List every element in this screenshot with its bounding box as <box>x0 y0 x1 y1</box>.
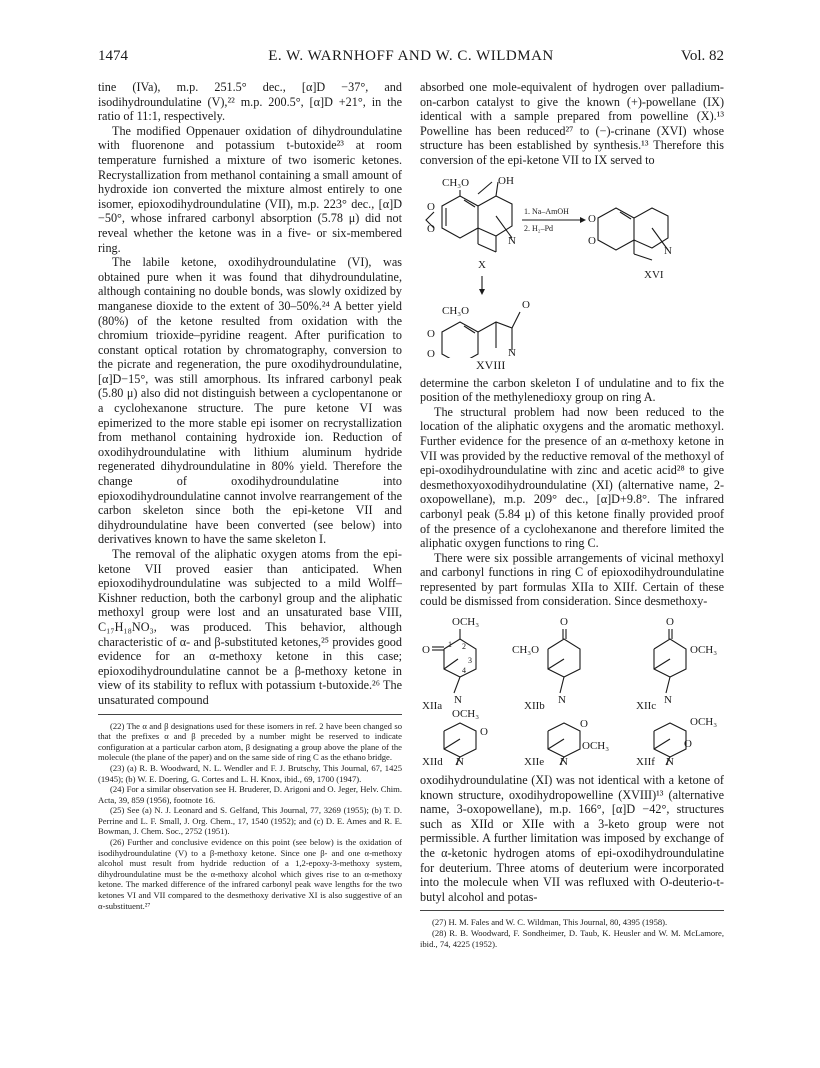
oxygen-label: O <box>427 327 435 340</box>
structure-xvi <box>588 208 672 281</box>
nitrogen-label: N <box>558 694 566 707</box>
structure-xviii <box>427 299 530 358</box>
paragraph: absorbed one mole-equivalent of hydrogen over palladium-on-carbon catalyst to give the known (+)-powellane (IX) identical with a sample prepared from powelline (X).¹³ Powelline has been reduced²⁷ to (−)-crinane (XVI) whose structure has been established by synthesis.¹³ Therefore this conversion of the epi-ketone VII to IX served to <box>420 80 724 167</box>
paragraph: tine (IVa), m.p. 251.5° dec., [α]D −37°, and isodihydroundulatine (V),²² m.p. 200.5°, [α]D +21°, in the ratio of 11:1, respectively. <box>98 80 402 124</box>
oxygen-label: O <box>427 222 435 235</box>
methoxy-label: CH₃O <box>512 644 540 657</box>
reagent-step-2: 2. H₂–Pd <box>524 223 554 233</box>
nitrogen-label: N <box>456 756 464 769</box>
reagent-step-1: 1. Na–AmOH <box>524 206 569 216</box>
compound-label-xviii: XVIII <box>476 357 506 372</box>
paragraph: determine the carbon skeleton I of undulatine and to fix the position of the methylenedioxy group on ring A. <box>420 375 724 405</box>
paragraph: The modified Oppenauer oxidation of dihydroundulatine with fluorenone and potassium t-butoxide²³ at room temperature furnished a mixture of two isomeric ketones. Recrystallization from methanol containing a small amount of hydroxide ion converted the mixture almost entirely to one isomer, epioxodihydroundulatine (VII), m.p. 223° dec., [α]D −50°, whose infrared carbonyl absorption (5.78 μ) did not reveal whether the ketone was in a five- or six-membered ring. <box>98 123 402 255</box>
compound-label-xvi: XVI <box>644 268 664 281</box>
ketone-oxygen-label: O <box>522 298 530 311</box>
methoxy-label: OCH₃ <box>452 616 480 629</box>
oxygen-label: O <box>588 234 596 247</box>
volume-number: Vol. 82 <box>680 48 724 64</box>
ketone-oxygen-label: O <box>580 718 588 731</box>
formula-xiib <box>512 616 580 712</box>
ketone-oxygen-label: O <box>560 616 568 629</box>
footnote: (23) (a) R. B. Woodward, N. L. Wendler and F. J. Brutschy, This Journal, 67, 1425 (1945); (b) W. E. Doering, G. Cortes and L. H. Knox, ibid., 69, 1700 (1947). <box>98 762 402 784</box>
running-title-authors: E. W. WARNHOFF AND W. C. WILDMAN <box>268 48 554 64</box>
part-formulas-figure <box>420 613 724 769</box>
methoxy-label: OCH₃ <box>690 644 718 657</box>
structure-x <box>426 175 516 271</box>
formulas-xiia-to-xiif <box>420 613 724 769</box>
hydroxyl-label: OH <box>498 174 514 187</box>
formula-label: XIIf <box>636 756 655 769</box>
formula-xiic <box>636 616 717 712</box>
footnote: (22) The α and β designations used for these isomers in ref. 2 have been changed so that the prefixes α and β preceded by a number might be reserved to indicate configuration at a particular carbon atom, β designating a group above the plane of the molecule (the plane of the paper) and on the same side of ring C as the ethano bridge. <box>98 720 402 763</box>
paragraph: There were six possible arrangements of vicinal methoxyl and carbonyl functions in ring C of epioxodihydroundulatine represented by part formulas XIIa to XIIf. Certain of these could be dismissed from consideration. Since desmethoxy- <box>420 550 724 609</box>
footnote: (27) H. M. Fales and W. C. Wildman, This Journal, 80, 4395 (1958). <box>432 917 668 928</box>
chemical-structures-figure <box>420 172 724 358</box>
ketone-oxygen-label: O <box>480 726 488 739</box>
footnote: (25) See (a) N. J. Leonard and S. Gelfand, This Journal, 77, 3269 (1955); (b) T. D. Perrine and L. F. Small, J. Org. Chem., 17, 1540 (1952); and (c) D. E. Ames and R. E. Bowman, J. Chem. Soc., 2752 (1951). <box>98 805 402 837</box>
formula-label: XIIe <box>524 756 545 769</box>
footnote: (24) For a similar observation see H. Bruderer, D. Arigoni and O. Jeger, Helv. Chim. Acta, 39, 859 (1956), footnote 16. <box>98 784 402 805</box>
left-column <box>98 80 402 911</box>
oxygen-label: O <box>427 200 435 213</box>
compound-label-x: X <box>478 258 486 271</box>
paragraph: The structural problem had now been reduced to the location of the aliphatic oxygens and the aromatic methoxyl. Further evidence for the presence of an α-methoxy ketone in VII was provided by the reductive removal of the methoxyl of epi-oxodihydroundulatine with zinc and acetic acid²⁸ to give desmethoxyoxodihydroundulatine (XI) (alternative name, 2-oxopowellane), m.p. 209° dec., [α]D+9.8°. The infrared carbonyl peak (5.84 μ) of this ketone finally provided proof of the presence of a cyclohexanone and therefore limited the aliphatic oxygen functions to ring C. <box>420 404 724 551</box>
nitrogen-label: N <box>664 694 672 707</box>
position-number: 4 <box>462 666 466 676</box>
footnote-divider <box>420 910 724 911</box>
formula-xiid <box>422 708 488 768</box>
oxygen-label: O <box>427 347 435 358</box>
nitrogen-label: N <box>560 756 568 769</box>
methoxy-label: CH₃O <box>442 304 470 317</box>
methoxy-label: OCH₃ <box>582 740 610 753</box>
position-number: 3 <box>468 656 472 666</box>
nitrogen-label: N <box>666 756 674 769</box>
footnote: (28) R. B. Woodward, F. Sondheimer, D. Taub, K. Heusler and W. M. McLamore, ibid., 74, 4225 (1952). <box>420 928 724 949</box>
footnote-divider <box>98 714 402 715</box>
nitrogen-label: N <box>664 244 672 257</box>
page-number: 1474 <box>98 48 128 64</box>
nitrogen-label: N <box>454 694 462 707</box>
position-number: 2 <box>462 642 466 652</box>
methoxy-label: CH₃O <box>442 176 470 189</box>
nitrogen-label: N <box>508 346 516 358</box>
ketone-oxygen-label: O <box>666 616 674 629</box>
page-header <box>98 48 724 68</box>
formula-xiia <box>422 616 479 712</box>
methoxy-label: OCH₃ <box>690 716 718 729</box>
formula-label: XIIb <box>524 700 545 713</box>
oxygen-label: O <box>588 212 596 225</box>
ketone-oxygen-label: O <box>684 738 692 751</box>
methoxy-label: OCH₃ <box>452 708 480 721</box>
formula-xiie <box>524 718 609 768</box>
reaction-arrow <box>522 207 586 233</box>
nitrogen-label: N <box>508 234 516 247</box>
right-column <box>420 80 724 949</box>
position-number: 1 <box>448 640 452 650</box>
footnote: (26) Further and conclusive evidence on this point (see below) is the oxidation of isodihydroundulatine (V) to a β-methoxy ketone. Since one β- and one α-methoxy alcohol must result from hydride reduction of a 1,2-epoxy-3-methoxy system, dihydroundulatine must be the α-methoxy alcohol which gives rise to an α-methoxy ketone. The marked difference of the infrared carbonyl peak wave lengths for the two ketones VI and VII compared to the desmethoxy derivative XI is also suggestive of an α-substituent.²⁷ <box>98 837 402 911</box>
paragraph: The removal of the aliphatic oxygen atoms from the epi-ketone VII proved easier than anticipated. When epioxodihydroundulatine was subjected to a mild Wolff–Kishner reduction, both the carbonyl group and the aliphatic methoxyl group were lost and an unsaturated base VIII, C₁₇H₁₈NO₃, was produced. This behavior, although characteristic of α- and β-substituted ketones,²⁵ provides good evidence for an α-methoxy ketone in this case; epioxodihydroundulatine cannot be a β-methoxy ketone in view of its stability to reflux with potassium t-butoxide.²⁶ The unsaturated compound <box>98 547 402 707</box>
formula-label: XIIc <box>636 700 657 713</box>
ketone-oxygen-label: O <box>422 644 430 657</box>
formula-label: XIIa <box>422 700 443 713</box>
reaction-scheme-x-to-xvi <box>420 172 724 372</box>
formula-xiif <box>636 716 717 768</box>
formula-label: XIId <box>422 756 443 769</box>
paragraph: The labile ketone, oxodihydroundulatine (VI), was obtained pure when it was found that dihydroundulatine, although containing no double bonds, was slowly oxidized by manganese dioxide to the extent of 30–50%.²⁴ A better yield (80%) of the ketone resulted from oxidation with the chromium trioxide–pyridine reagent. After purification to constant optical rotation by chromatography, conversion to the picrate and regeneration, the pure oxodihydroundulatine, [α]D−15°, was still amorphous. Its infrared carbonyl peak (5.80 μ) also did not distinguish between a cyclopentanone or a cyclohexanone structure. The pure ketone VI was epimerized to the more stable epi isomer on recrystallization from methanol containing hydroxide ion. Reduction of oxodihydroundulatine with lithium aluminum hydride regenerated dihydroundulatine in 80% yield. Therefore the change of oxodihydroundulatine into epioxodihydroundulatine cannot involve rearrangement of the carbon skeleton since both the epi-ketone VII and dihydroundulatine have been converted (see below) into derivatives known to have the same skeleton I. <box>98 255 402 547</box>
paragraph: oxodihydroundulatine (XI) was not identical with a ketone of known structure, oxodihydropowelline (XVIII)¹³ (alternative name, 3-oxopowellane), m.p. 166°, [α]D −42°, structures such as XIId or XIIe with a 3-keto group were not permissible. A further limitation was imposed by exchange of the α-ketonic hydrogen atoms of epi-oxodihydroundulatine for deuterium. Three atoms of deuterium were incorporated into the molecule when VII was refluxed with O-deuterio-t-butyl alcohol and potas- <box>420 773 724 904</box>
